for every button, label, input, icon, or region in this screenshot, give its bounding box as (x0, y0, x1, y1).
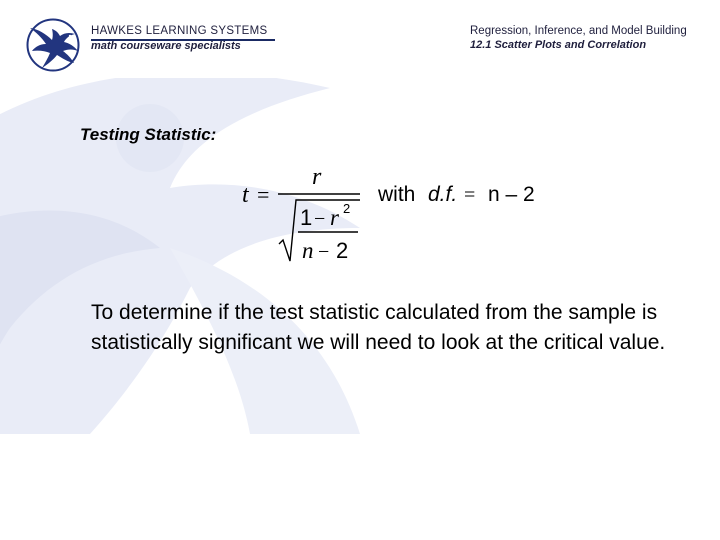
formula-inner-one: 1 (300, 205, 313, 230)
formula-inner-denom-minus: − (318, 241, 330, 263)
course-block (470, 25, 687, 52)
brand-name: HAWKES LEARNING SYSTEMS (91, 25, 268, 37)
formula-df-equals: = (464, 184, 476, 206)
formula-inner-r: r (330, 205, 339, 230)
formula-inner-two: 2 (336, 238, 349, 263)
formula-inner-n: n (302, 238, 314, 263)
brand-tagline: math courseware specialists (91, 39, 241, 52)
formula-df-rhs: n – 2 (488, 183, 535, 206)
formula-equals: = (257, 182, 270, 207)
formula-inner-exponent: 2 (343, 201, 351, 216)
formula-t: t (242, 182, 249, 208)
formula-df: d.f. (428, 183, 458, 206)
course-title: Regression, Inference, and Model Building (470, 25, 687, 37)
eagle-logo-icon (24, 18, 82, 72)
brand-block (91, 25, 275, 52)
section-title: 12.1 Scatter Plots and Correlation (470, 39, 647, 51)
test-statistic-formula (236, 160, 566, 270)
formula-numerator-r: r (312, 164, 322, 190)
formula-with: with (378, 183, 416, 206)
formula-inner-minus: − (314, 208, 326, 230)
slide-heading: Testing Statistic: (80, 125, 217, 144)
slide-body-text: To determine if the test statistic calculated from the sample is statistically significant we will need to look at the critical value. (91, 301, 666, 354)
